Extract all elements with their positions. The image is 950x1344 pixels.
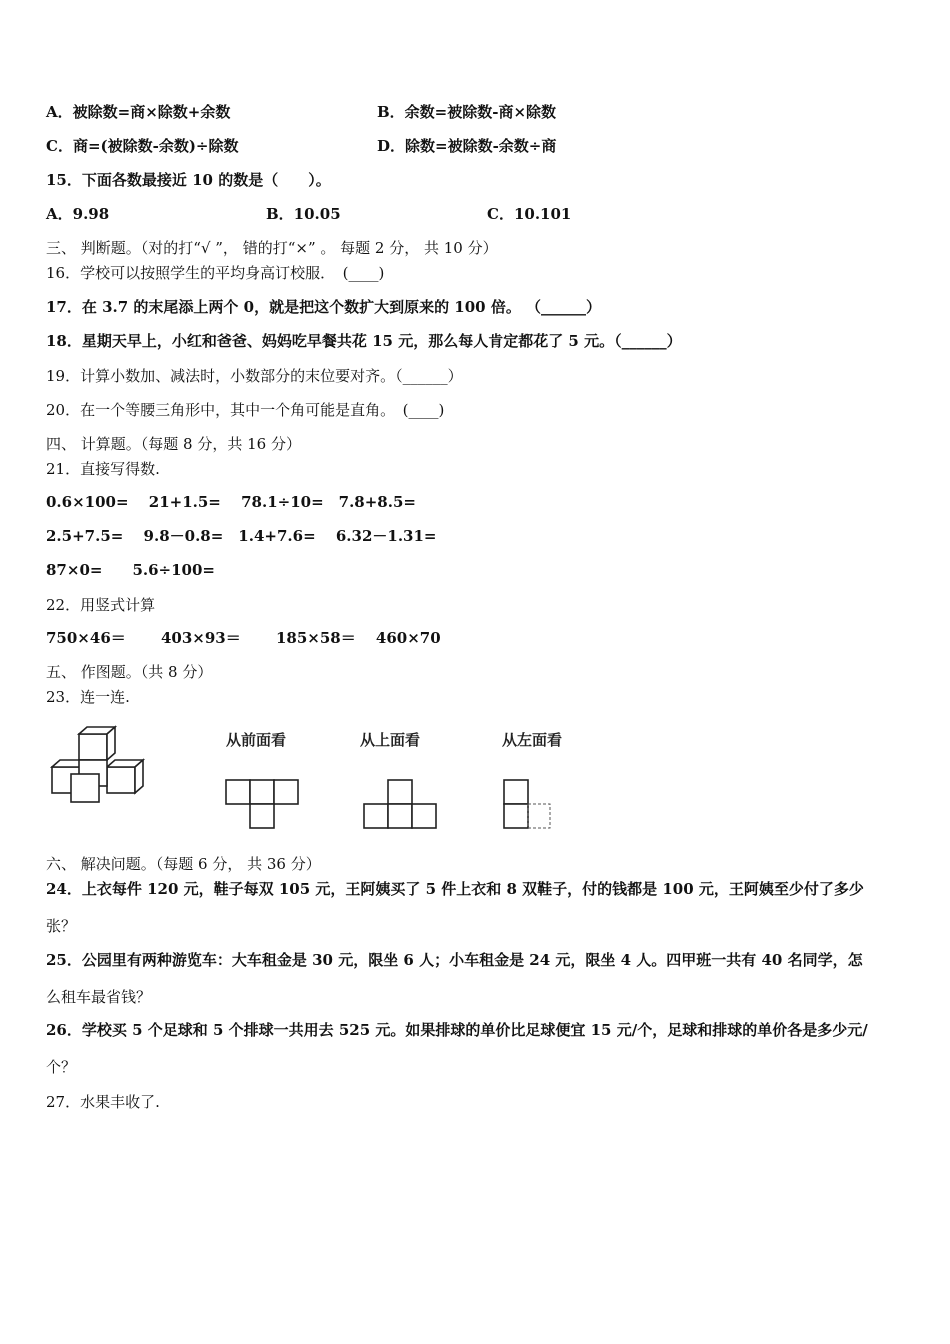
q25-line-1: 25．公园里有两种游览车：大车租金是 30 元，限坐 6 人；小车租金是 24 元，限坐 4 人。四甲班一共有 40 名同学，怎 xyxy=(46,951,863,969)
top-view-middle-square xyxy=(388,804,412,828)
q14-option-d: D．除数=被除数-余数÷商 xyxy=(377,137,557,155)
q24-line-2: 张？ xyxy=(46,917,77,935)
section-6-heading: 六、 解决问题。（每题 6 分， 共 36 分） xyxy=(46,855,321,873)
q26-line-1: 26．学校买 5 个足球和 5 个排球一共用去 525 元。如果排球的单价比足球便宜 15 元/个，足球和排球的单价各是多少元/ xyxy=(46,1021,868,1039)
label-front-view: 从前面看 xyxy=(226,731,287,749)
front-view-bottom-square xyxy=(250,804,274,828)
q23-stem: 23．连一连. xyxy=(46,688,130,706)
cube-stack-figure xyxy=(46,722,156,806)
q20: 20．在一个等腰三角形中，其中一个角可能是直角。 (____) xyxy=(46,401,445,419)
top-view-top-square xyxy=(388,780,412,804)
cube-front xyxy=(71,774,99,802)
left-view-bottom-square xyxy=(504,804,528,828)
cube-right xyxy=(107,767,135,793)
cube-top-side xyxy=(107,727,115,760)
q22-row: 750×46＝ 403×93＝ 185×58＝ 460×70 xyxy=(46,629,441,647)
q21-row-2: 2.5+7.5= 9.8－0.8= 1.4+7.6= 6.32－1.31= xyxy=(46,527,437,545)
q24-line-1: 24．上衣每件 120 元，鞋子每双 105 元，王阿姨买了 5 件上衣和 8 双鞋子，付的钱都是 100 元，王阿姨至少付了多少 xyxy=(46,880,864,898)
cube-right-side xyxy=(135,760,143,793)
section-5-heading: 五、 作图题。（共 8 分） xyxy=(46,663,213,681)
q26-line-2: 个？ xyxy=(46,1058,77,1076)
q19: 19．计算小数加、减法时，小数部分的末位要对齐。（______） xyxy=(46,367,463,385)
left-view-top-square xyxy=(504,780,528,804)
q21-row-1: 0.6×100= 21+1.5= 78.1÷10= 7.8+8.5= xyxy=(46,493,416,511)
q25-line-2: 么租车最省钱？ xyxy=(46,988,152,1006)
q22-stem: 22．用竖式计算 xyxy=(46,596,156,614)
q17: 17．在 3.7 的末尾添上两个 0，就是把这个数扩大到原来的 100 倍。 （______） xyxy=(46,298,602,316)
front-view-right-square xyxy=(274,780,298,804)
left-view-dashed-square xyxy=(528,804,550,828)
q27: 27．水果丰收了. xyxy=(46,1093,160,1111)
top-view-figure xyxy=(360,776,442,832)
q15-stem: 15．下面各数最接近 10 的数是（ ）。 xyxy=(46,171,331,189)
q14-option-c: C．商=(被除数-余数)÷除数 xyxy=(46,137,239,155)
front-view-figure xyxy=(222,776,304,832)
q21-stem: 21．直接写得数. xyxy=(46,460,160,478)
label-left-view: 从左面看 xyxy=(502,731,563,749)
label-top-view: 从上面看 xyxy=(360,731,421,749)
q18: 18．星期天早上，小红和爸爸、妈妈吃早餐共花 15 元，那么每人肯定都花了 5 元。（______） xyxy=(46,332,682,350)
q14-option-a: A．被除数=商×除数+余数 xyxy=(46,103,231,121)
section-4-heading: 四、 计算题。（每题 8 分，共 16 分） xyxy=(46,435,301,453)
section-3-heading: 三、 判断题。（对的打“√ ”， 错的打“×” 。 每题 2 分， 共 10 分） xyxy=(46,239,498,257)
q15-option-c: C．10.101 xyxy=(487,205,572,223)
q14-option-b: B．余数=被除数-商×除数 xyxy=(377,103,557,121)
front-view-left-square xyxy=(226,780,250,804)
front-view-middle-square xyxy=(250,780,274,804)
q21-row-3: 87×0= 5.6÷100= xyxy=(46,561,215,579)
q16: 16．学校可以按照学生的平均身高订校服． (____) xyxy=(46,264,385,282)
left-view-figure xyxy=(500,776,560,832)
cube-top-front xyxy=(79,734,107,760)
top-view-right-square xyxy=(412,804,436,828)
top-view-left-square xyxy=(364,804,388,828)
q15-option-a: A．9.98 xyxy=(46,205,110,223)
q15-option-b: B．10.05 xyxy=(266,205,341,223)
